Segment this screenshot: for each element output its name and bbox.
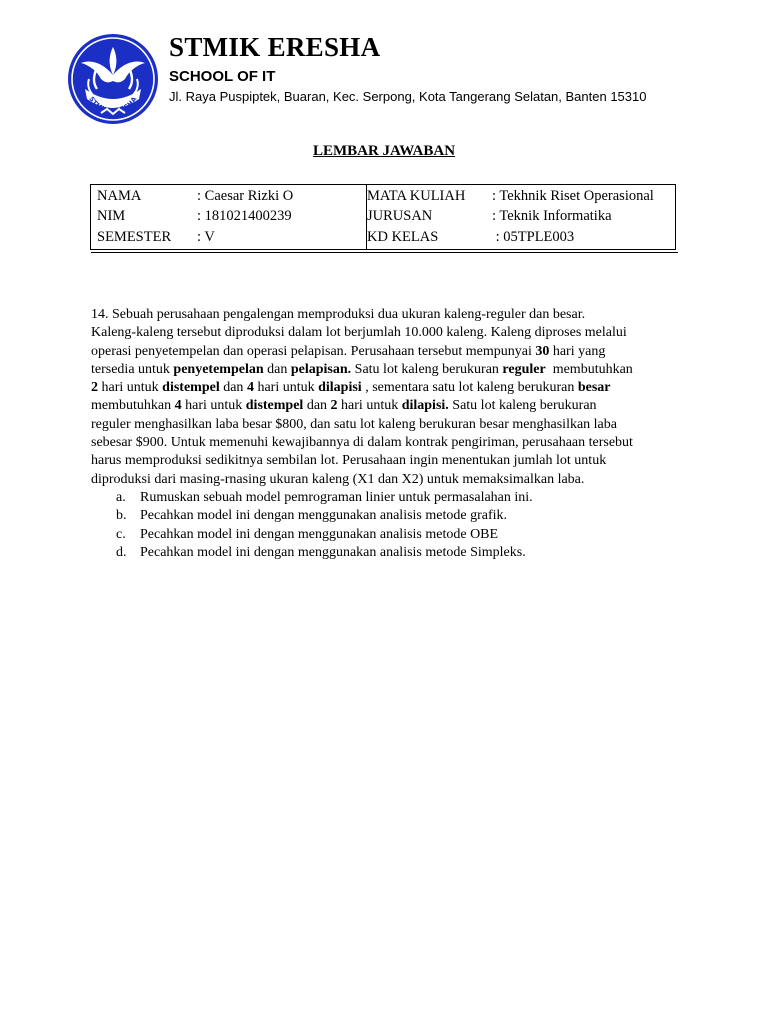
question-body <box>91 306 681 562</box>
question-line: sebesar $900. Untuk memenuhi kewajibannya di dalam kontrak pengiriman, perusahaan tersebut <box>91 435 633 451</box>
question-line: operasi penyetempelan dan operasi pelapisan. Perusahaan tersebut mempunyai 30 hari yang <box>91 343 606 359</box>
label-jurusan: JURUSAN <box>367 208 433 224</box>
institution-name: STMIK ERESHA <box>169 32 381 62</box>
question-paragraph <box>91 306 681 489</box>
student-info-box <box>90 184 676 250</box>
question-line: reguler menghasilkan laba besar $800, dan satu lot kaleng berukuran besar menghasilkan laba <box>91 416 617 432</box>
option-item: b. Pecahkan model ini dengan menggunakan analisis metode grafik. <box>116 508 508 524</box>
value-mata-kuliah: : Tekhnik Riset Operasional <box>492 188 654 204</box>
stmik-eresha-logo <box>67 33 159 125</box>
question-line: harus memproduksi sedikitnya sembilan lot. Perusahaan ingin menentukan jumlah lot untuk <box>91 453 607 469</box>
label-semester: SEMESTER <box>97 229 172 245</box>
option-item: d. Pecahkan model ini dengan menggunakan analisis metode Simpleks. <box>116 544 526 560</box>
value-semester: : V <box>197 229 215 245</box>
label-kd-kelas: KD KELAS <box>367 229 439 245</box>
info-box-underline <box>91 252 678 253</box>
question-line: 2 hari untuk distempel dan 4 hari untuk dilapisi , sementara satu lot kaleng berukuran besar <box>91 380 611 396</box>
option-item: a. Rumuskan sebuah model pemrograman linier untuk permasalahan ini. <box>116 489 533 505</box>
institution-subtitle: SCHOOL OF IT <box>169 68 276 85</box>
question-line: Kaleng-kaleng tersebut diproduksi dalam lot berjumlah 10.000 kaleng. Kaleng diproses melalui <box>91 325 627 341</box>
document-title: LEMBAR JAWABAN <box>312 143 456 159</box>
question-line: membutuhkan 4 hari untuk distempel dan 2 hari untuk dilapisi. Satu lot kaleng berukuran <box>91 398 597 414</box>
question-line: tersedia untuk penyetempelan dan pelapisan. Satu lot kaleng berukuran reguler membutuhkan <box>91 361 633 377</box>
institution-address: Jl. Raya Puspiptek, Buaran, Kec. Serpong, Kota Tangerang Selatan, Banten 15310 <box>169 89 647 104</box>
value-kd-kelas: : 05TPLE003 <box>492 229 575 245</box>
option-item: c. Pecahkan model ini dengan menggunakan analisis metode OBE <box>116 526 499 542</box>
question-options <box>91 489 681 562</box>
label-mata-kuliah: MATA KULIAH <box>367 188 466 204</box>
label-nama: NAMA <box>97 188 142 204</box>
svg-text:STMIK ERESHA: STMIK ERESHA <box>87 95 139 115</box>
question-line: diproduksi dari masing-rnasing ukuran kaleng (X1 dan X2) untuk memaksimalkan laba. <box>91 471 585 487</box>
value-jurusan: : Teknik Informatika <box>492 208 612 224</box>
label-nim: NIM <box>97 208 126 224</box>
question-line: 14. Sebuah perusahaan pengalengan memproduksi dua ukuran kaleng-reguler dan besar. <box>91 307 586 322</box>
value-nim: : 181021400239 <box>197 208 292 224</box>
value-nama: : Caesar Rizki O <box>197 188 294 204</box>
